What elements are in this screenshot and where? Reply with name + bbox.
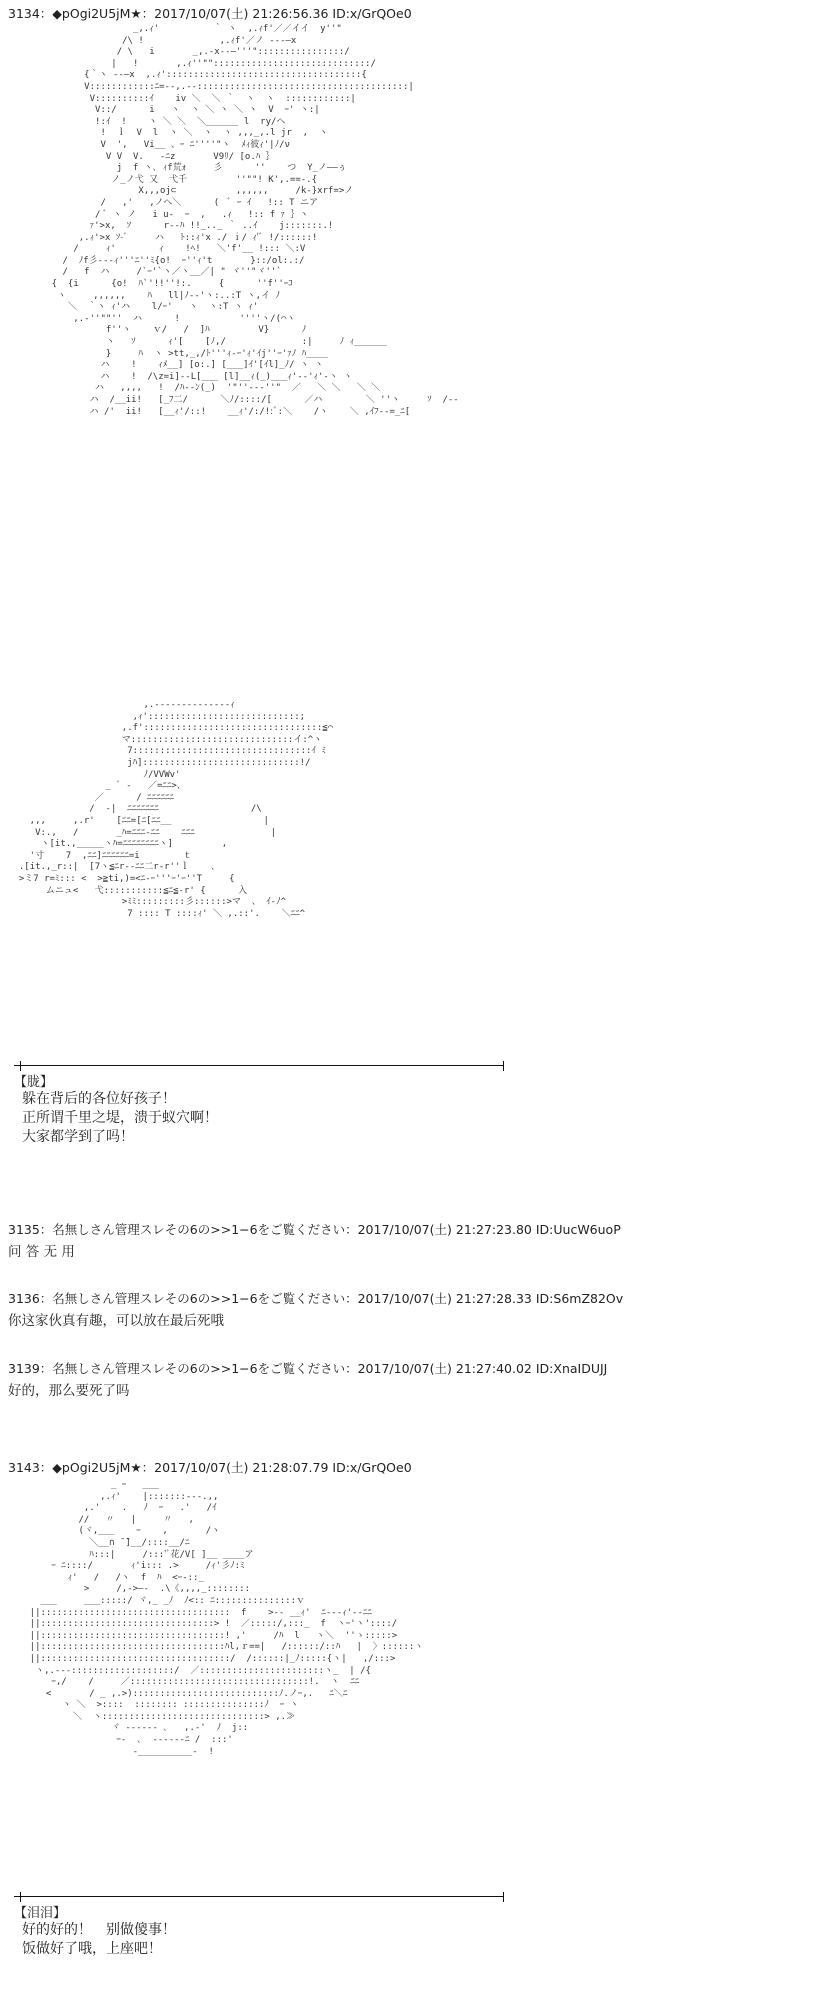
post-header: 3134：◆pOgi2U5jM★：2017/10/07(土) 21:26:56.36 ID:x/GrQOe0 xyxy=(8,6,412,21)
reply-header: 3136：名無しさん管理スレその6の>>1−6をご覧ください：2017/10/07(土) 21:27:28.33 ID:S6mZ82Ov xyxy=(8,1291,624,1306)
speaker-label: 【胧】 xyxy=(14,1075,54,1090)
ascii-art: _ ｰ ___ ,.ｨ' |:::::::---.,, ,.' . ﾉ ｰ .' /ｲ // 〃 | 〃 , (ヾ,___ ｰ , /ヽ ＼__∩ ̄ ̄]__/::::__/ﾆ ﾊ:::| /:::'ﾞ花/V[ ]__ ____ア ｰ ﾆ::::/ ｨ'i::: .> /ｨ'彡ﾉ:ﾐ ｨ' / /ヽ f ﾊ <ｰ-::_ > /,->―- .\《,,,,_:::::::: ___ ___:::::/ ヾ,_ _ﾉ ﾉ<:: ﾆ:::::::::::::::ｖ ||::::::::::::::::::::::::::::::::::: f >-- __ｨ' ﾆ---ｨ'--ﾆﾆ ||::::::::::::::::::::::::::::::::> ! ／:::::/,:::_ f ヽｰ'ヽ'::::/ ||::::::::::::::::::::::::::::::::::! ,' /ﾊ l ヽ＼ ''ゝ:::::> ||::::::::::::::::::::::::::::::::::ﾊl,ｒ==| /::::::/::ﾊ | 〉::::::ヽ ||:::::::::::::::::::::::::::::::::::/ /::::::|_ﾉ:::::{ヽ| ,/:::> ヽ,.---:::::::::::::::::::/ ／:::::::::::::::::::::::ヽ_ | /{ ｰ,/ / ／:::::::::::::::::::::::::::::::::!. ヽ ﾆﾆ < / _ ,.>):::::::::::::::::::::::::::ﾉ.ノｰ,. ﾆ＼ﾆ ヽ ＼ >:::: :::::::: :::::::::::::::ﾉ ｰ ヽ ＼ ヽ::::::::::::::::::::::::::::::> ,.≫ ヾ ------ ､ ,.-' ﾉ j:: ｰ- ､ ------ﾆ / :::' -__________- ! xyxy=(29,1480,424,1757)
reply-header: 3139：名無しさん管理スレその6の>>1−6をご覧ください：2017/10/07(土) 21:27:40.02 ID:XnaIDUJJ xyxy=(8,1361,608,1376)
dialogue-line: 大家都学到了吗！ xyxy=(22,1129,134,1145)
post-header: 3143：◆pOgi2U5jM★：2017/10/07(土) 21:28:07.79 ID:x/GrQOe0 xyxy=(8,1460,412,1475)
speaker-label: 【泪泪】 xyxy=(14,1906,67,1921)
divider xyxy=(14,1896,504,1897)
dialogue-line: 好的好的！ 别做傻事！ xyxy=(22,1922,176,1938)
ascii-art: ,.--------------ｨ ,ｨ'::::::::::::::::::::::::::::; ,.f':::::::::::::::::::::::::::::::::≦⌒ マ::::::::::::::::::::::::::::::イ:^ヽ 7:::::::::::::::::::::::::::::::::ｲ ﾐ jﾊ]:::::::::::::::::::::::::::::!/ ﾉ/VVWv' _ ﾞ - ／=ﾆﾆ>、 ／ / ﾆﾆﾆﾆﾆﾆ / -| ﾆﾆﾆﾆﾆﾆﾆ /\ ,,, ,.r' [ﾆﾆ=[ﾆ[ﾆﾆ__ | V:., / _ﾊ=ﾆﾆﾆ-ﾆﾆ ﾆﾆﾆ | ヽ[it.,_____ヽﾊ=ﾆﾆﾆﾆﾆﾆﾆﾆヽ] , '寸 7 ,ﾆﾆ]ﾆﾆﾆﾆﾆﾆ=i ｔ .[it.,_r::| [7ヽ≦ﾆr--ﾆﾆ二r-r''ｌ ､ >ミ7 r=ﾐ::: < >≧ti,)=<ﾆ-ｰ'''ｰ'ｰ''T { ムニュ< 弋:::::::::::≦ﾆ≦-r' { 入 >ﾐﾐ:::::::::彡::::::>マ 、 ｲ-ﾉ^ 7 :::: T ::::ｨ' ＼ ,.::'. ＼ﾆﾆ^ xyxy=(18,700,334,919)
reply-text: 你这家伙真有趣，可以放在最后死哦 xyxy=(8,1313,224,1329)
divider xyxy=(14,1065,504,1066)
reply-text: 问 答 无 用 xyxy=(8,1244,75,1260)
dialogue-line: 正所谓千里之堤，溃于蚁穴啊！ xyxy=(22,1110,218,1126)
dialogue-line: 躲在背后的各位好孩子！ xyxy=(22,1091,176,1107)
dialogue-line: 饭做好了哦，上座吧！ xyxy=(22,1941,162,1957)
reply-header: 3135：名無しさん管理スレその6の>>1−6をご覧ください：2017/10/07(土) 21:27:23.80 ID:UucW6uoP xyxy=(8,1222,621,1237)
ascii-art: _,.ｨ' ｀ ヽ ,.ｨf'／／イイ y''" /\ ! ,.ｨf'／ノ ---―x / \ i _,.-x--―'''"::::::::::::::::/ | ! ,.ｨ''"":::::::::::::::::::::::::::::/ {｀ヽ --―x ,.ｨ'::::::::::::::::::::::::::::::::::::{ V::::::::::::ﾆ=--,.-‐:::::::::::::::::::::::::::::::::::::::| V::::::::::ｲ iv ＼ ＼ ｀ ヽ ヽ ::::::::::::| V::/ i ヽ ヽ ＼ ヽ ＼ ヽ V ｰ' ヽ:| !:ｲ ! ヽ ＼ ＼ ＼______ l ry/ヘ ! ｌ V l ヽ ＼ ヽ ヽ ,,,_,.l jr , ヽ V ', Vi__ 、ｰ ﾆ''''"ヽ ﾒｨ彼ｨ'|ﾉ/ν V V V. -ﾆz V9ﾘ/ [o.ﾊ ｝ j f ヽ､ ｨf荒ｫ 彡 '' つ Y_ノ――ぅ ノ_ノ弋 又 弋千 ''""! K',.==-.{ X,,,oj⊂ ,,,,,, /k-}xrf=>ノ / ,' ,ノヘ＼ ( ﾞ ｰ ｲ !:: T ニア / ﾞ ヽ ノ i u- ｰ , .ｨ !:: f ｧ ｝ヽ ｧ'>x, ｿ r--ﾊ !!_.._ ｀ ..ｲ j:::::::.! ,.ｨ'>x ｿ-ﾞ ハ ﾄ::ｨ'x ./ ｉ/ ｨ'ﾞ !/::::::! / ｨ' ｨ !ﾍ! ＼'f'__ !::: ＼:V / ﾉf彡---ｨ'''ﾆ''ﾐ{o! ｰ''ｨ't }::/ol:.:/ / f ハ /`ｰ'`ヽ／ヽ__／| " ヾ''"ヾ''` { {i {o! ﾊ`'!!''!:. { ''f''ｰｺ ヽ ,,,,,, ﾊ ll|ﾉ--'ヽ:..:T ヽ,イ ﾉ ＼ ｀ヽ ｨ'ハ l/ｰ' ヽ ヽ:T ヽ ｨ' ,.-''""'' ハ ! ''''ヽ/(⌒ヽ f''ヽ ｖ/ / ]ﾊ V} ﾉ ヽ ｿ ｨ'[ [ﾉ,/ :| ﾉ ｨ______ } ﾊ ヽ >tt,_,/ﾄ'''ｨ-ｰ'ｨ'ｲj''ｰ'ｧﾉ ﾊ____ ハ ! ｨﾒ__] [o:.] [___]ｲ'[ｲl]_ﾉ/ ヽ ヽ ハ ! /\z=i]--L[___ [l]__ｨ(_)___ｨ'--'ｨ'-ヽ ヽ ハ ,,,, ! /ﾊ--ﾝ(_) '"''---''" ／ ＼ ＼ ＼ ＼ ハ /__ii! [_ﾌ二/ ＼ﾉ/::::/[ ／ハ ＼ ''ヽ ｿ /-- ハ /' ii! [__ｨ'/::! __ｨ'/:/!:ﾞ:＼ /ヽ ＼ ,ｲﾌ--=_ﾆ[ xyxy=(51,24,459,417)
reply-text: 好的，那么要死了吗 xyxy=(8,1383,130,1399)
